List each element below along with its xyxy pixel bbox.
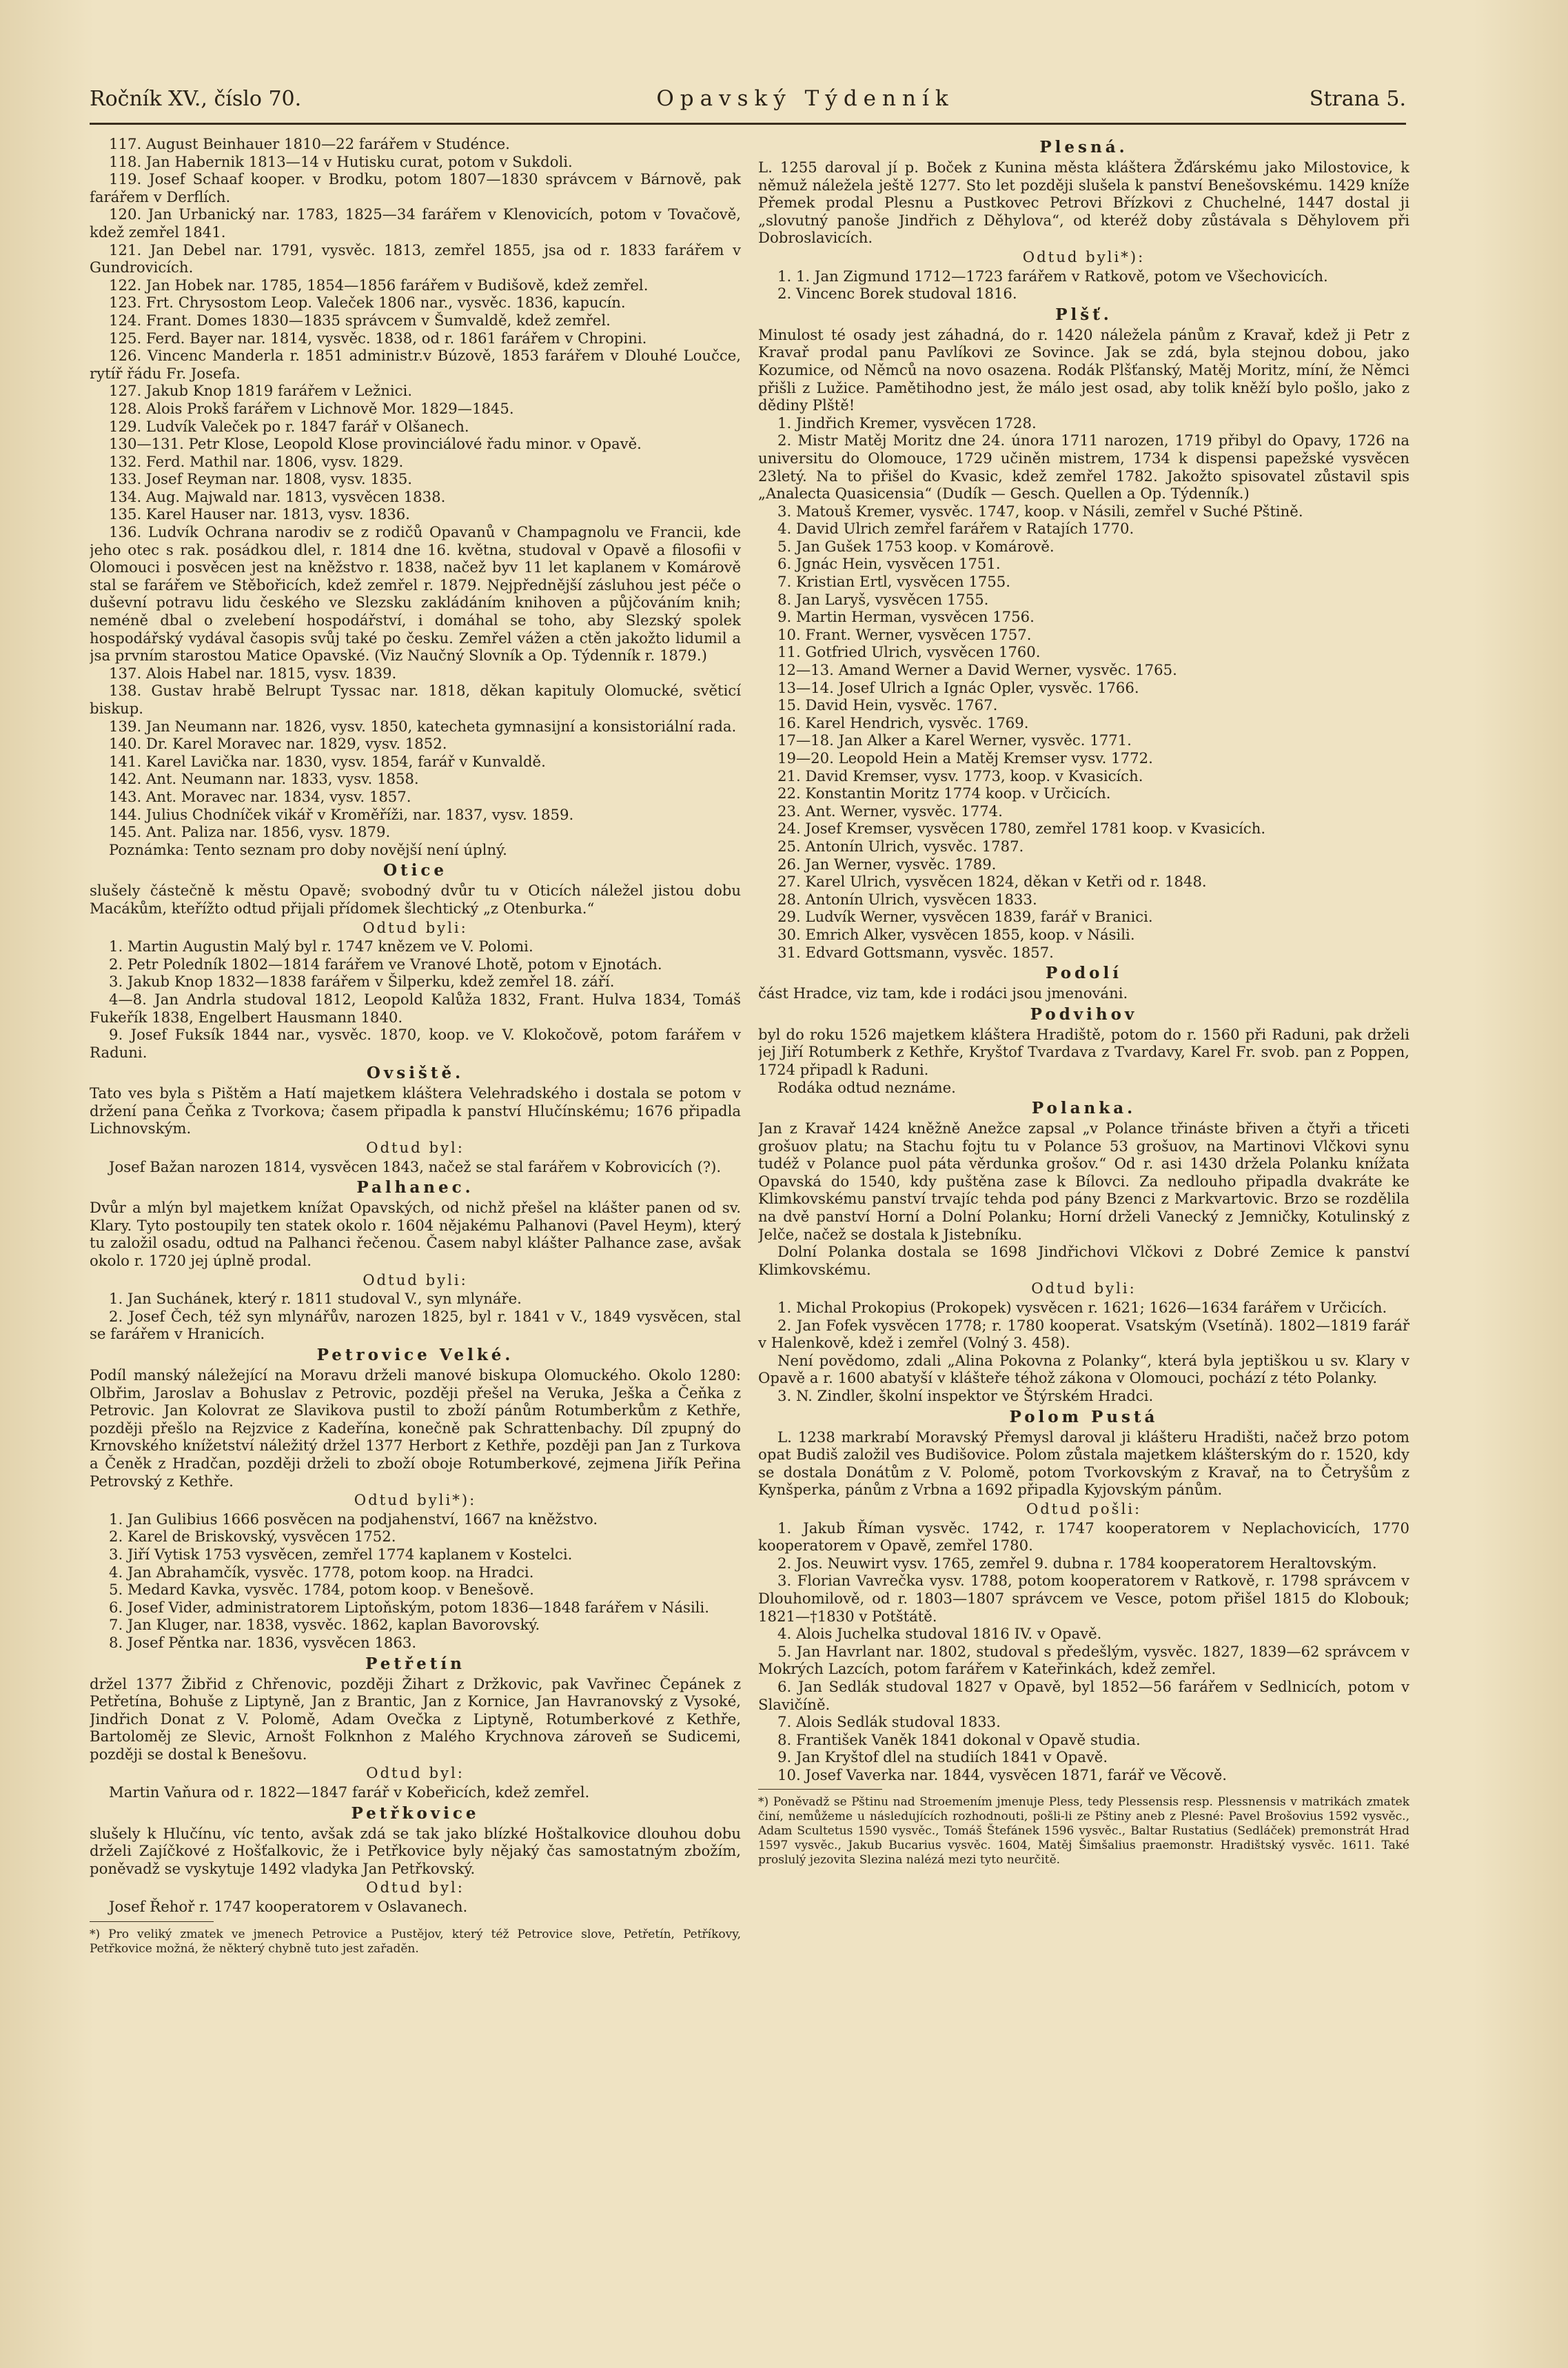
paragraph: Dvůr a mlýn byl majetkem knížat Opavských, od nichž přešel na klášter panen od sv. Klary. Tyto postoupily ten statek okolo r. 1604 nějakému Palhanovi (Pavel Heym), který tu založil osadu, odtud na Palhanci řečenou. Časem nabyl klášter Palhance zase, avšak okolo r. 1720 jej úplně prodal. [90, 1199, 741, 1270]
paragraph: Podíl manský náležející na Moravu drželi manové biskupa Olomuckého. Okolo 1280: Olbřim, Jaroslav a Bohuslav z Petrovic, později přešel na Veruka, Ješka a Čeňka z Petrovic. Jan Kolovrat ze Slavikova pustil to zboží pánům Rotumberkům z Kethře, později přešlo na Rejzvice z Kadeřína, konečně pak Schrattenbachy. Díl zpupný do Krnovského knížetství náležitý držel 1377 Herbort z Kethře, později pan Jan z Turkova a Čeněk z Hradčan, později drželi to zboží oboje Rotumberkové, zejmena Jiřík Peřina Petrovský z Kethře. [90, 1366, 741, 1490]
paragraph: slušely k Hlučínu, víc tento, avšak zdá se tak jako blízké Hoštalkovice dlouhou dobu drželi Zajíčkové z Hošťalkovic, že i Petřkovice byly nějaký čas samostatným zbožím, poněvadž se vyskytuje 1492 vladyka Jan Petřkovský. [90, 1824, 741, 1877]
list-entry: Josef Bažan narozen 1814, vysvěcen 1843, načež se stal farářem v Kobrovicích (?). [109, 1157, 722, 1175]
list-entry: 140. Dr. Karel Moravec nar. 1829, vysv. 1852. [109, 735, 447, 753]
footnote-rule [758, 1789, 882, 1790]
list-entry: 28. Antonín Ulrich, vysvěcen 1833. [777, 890, 1037, 908]
list-entry: 7. Jan Kluger, nar. 1838, vysvěc. 1862, kaplan Bavorovský. [109, 1616, 540, 1634]
paragraph: L. 1255 daroval jí p. Boček z Kunina města kláštera Žďárskému jako Milostovice, k němuž náležela ještě 1277. Sto let později slušela k panství Benešovskému. 1429 kníže Přemek prodal Plesnu a Pustkovec Petrovi Břízkovi z Chuchelné, 1447 dostal ji „slovutný panoše Jindřich z Děhylova“, od kteréž doby zůstávala s Děhylovem při Dobroslavicích. [758, 159, 1409, 247]
list-entry: 144. Julius Chodníček vikář v Kroměříži, nar. 1837, vysv. 1859. [109, 805, 574, 823]
page-header [90, 86, 1406, 134]
section-heading: Otice [383, 861, 448, 880]
paragraph: byl do roku 1526 majetkem kláštera Hradiště, potom do r. 1560 při Raduni, pak drželi jej Jiří Rotumberk z Kethře, Kryštof Tvardava z Tvardavy, Karel Fr. svob. pan z Poppen, 1724 připadl k Raduni. [758, 1025, 1409, 1078]
paragraph: část Hradce, viz tam, kde i rodáci jsou jmenováni. [758, 984, 1128, 1002]
list-entry: 4. Alois Juchelka studoval 1816 IV. v Opavě. [777, 1625, 1102, 1643]
paragraph: slušely částečně k městu Opavě; svobodný dvůr tu v Oticích náležel jistou dobu Macákům, kteřížto odtud přijali přídomek šlechtický „z Otenburka.“ [90, 882, 741, 917]
section-heading: Polanka. [1031, 1099, 1137, 1118]
list-entry: 145. Ant. Paliza nar. 1856, vysv. 1879. [109, 823, 391, 841]
list-entry: 3. N. Zindler, školní inspektor ve Štýrském Hradci. [777, 1387, 1154, 1404]
section-heading: Petřkovice [351, 1803, 480, 1823]
subheading: Odtud byl: [366, 1139, 465, 1157]
list-entry: 15. David Hein, vysvěc. 1767. [777, 696, 998, 714]
list-entry: 1. Jindřich Kremer, vysvěcen 1728. [777, 414, 1037, 432]
section-heading: Plšť. [1055, 305, 1112, 324]
list-entry: 7. Alois Sedlák studoval 1833. [777, 1713, 1001, 1731]
list-entry: 1. Michal Prokopius (Prokopek) vysvěcen r. 1621; 1626—1634 farářem v Určicích. [777, 1299, 1387, 1317]
list-entry: 2. Jos. Neuwirt vysv. 1765, zemřel 9. dubna r. 1784 kooperatorem Heraltovským. [777, 1554, 1377, 1572]
footnote-rule [90, 1921, 214, 1922]
list-entry: 5. Jan Gušek 1753 koop. v Komárově. [777, 537, 1055, 555]
list-entry: 11. Gotfried Ulrich, vysvěcen 1760. [777, 643, 1041, 661]
list-entry: 10. Frant. Werner, vysvěcen 1757. [777, 625, 1032, 643]
list-entry: 3. Matouš Kremer, vysvěc. 1747, koop. v Násili, zemřel v Suché Pštině. [777, 502, 1303, 520]
list-entry: 7. Kristian Ertl, vysvěcen 1755. [777, 573, 1010, 591]
list-entry: L. 1238 markrabí Moravský Přemysl daroval ji klášteru Hradišti, načež brzo potom opat Budiš založil ves Budišovice. Polom zůstala majetkem klášterským do r. 1520, kdy se dostala Donátům z V. Polomě, potom Tvorkovským z Kravař, na to Četryšům z Kynšperka, pánům z Vrbna a 1692 připadla Kyjovským pánům. [758, 1428, 1409, 1499]
footnote: *) Poněvadž se Pštinu nad Stroemením jmenuje Pless, tedy Plessensis resp. Plessnensis v matrikách zmatek činí, nemůžeme u následujících rozhodnouti, pošli-li ze Pštiny aneb z Plesné: Pavel Brošovius 1592 vysvěc., Adam Scultetus 1590 vysvěc., Tomáš Štefánek 1596 vysvěc., Baltar Rustatius (Sedláček) premonstrát Hrad 1597 vysvěc., Jakub Bucarius vysvěc. 1604, Matěj Šimšalius praemonstr. Hradištský vysvěc. 1611. Také proslulý jezovita Slezina nalézá mezi tyto neurčitě. [758, 1795, 1409, 1868]
list-entry: 2. Karel de Briskovský, vysvěcen 1752. [109, 1528, 396, 1546]
list-entry: 139. Jan Neumann nar. 1826, vysv. 1850, katecheta gymnasijní a konsistoriální rada. [109, 717, 737, 735]
list-entry: Dolní Polanka dostala se 1698 Jindřichovi Vlčkovi z Dobré Zemice k panství Klimkovskému. [758, 1243, 1409, 1278]
list-entry: 132. Ferd. Mathil nar. 1806, vysv. 1829. [109, 452, 404, 470]
list-entry: Martin Vaňura od r. 1822—1847 farář v Kobeřicích, kdež zemřel. [109, 1783, 590, 1801]
list-entry: 2. Mistr Matěj Moritz dne 24. února 1711 narozen, 1719 přibyl do Opavy, 1726 na universitu do Olomouce, 1729 učiněn mistrem, 1734 k dispensi papežské vysvěcen 23letý. Na to přišel do Kvasic, kdež zemřel 1782. Jakožto spisovatel zůstavil spis „Analecta Quasicensia“ (Dudík — Gesch. Quellen a Op. Týdenník.) [758, 432, 1409, 503]
list-entry: 8. František Vaněk 1841 dokonal v Opavě studia. [777, 1730, 1141, 1748]
list-entry: Není povědomo, zdali „Alina Pokovna z Polanky“, která byla jeptiškou u sv. Klary v Opavě a r. 1600 abatyší v klášteře téhož zákona v Olomouci, pochází z této Polanky. [758, 1351, 1409, 1387]
list-entry: 120. Jan Urbanický nar. 1783, 1825—34 farářem v Klenovicích, potom v Tovačově, kdež zemřel 1841. [90, 205, 741, 241]
subheading: Odtud byl: [366, 1764, 465, 1782]
list-entry: 138. Gustav hrabě Belrupt Tyssac nar. 1818, děkan kapituly Olomucké, světicí biskup. [90, 682, 741, 717]
list-entry: 137. Alois Habel nar. 1815, vysv. 1839. [109, 664, 397, 682]
list-entry: 13—14. Josef Ulrich a Ignác Opler, vysvěc. 1766. [777, 678, 1139, 696]
list-entry: 23. Ant. Werner, vysvěc. 1774. [777, 802, 1003, 820]
section-heading: Plesná. [1039, 138, 1128, 156]
list-entry: 21. David Kremser, vysv. 1773, koop. v Kvasicích. [777, 767, 1143, 785]
section-heading: Podvihov [1030, 1004, 1138, 1024]
left-column [90, 135, 741, 2327]
list-entry: 142. Ant. Neumann nar. 1833, vysv. 1858. [109, 770, 419, 788]
list-entry: 117. August Beinhauer 1810—22 farářem v Studénce. [109, 135, 510, 152]
list-entry: 30. Emrich Alker, vysvěcen 1855, koop. v Násili. [777, 925, 1135, 943]
list-entry: 6. Jan Sedlák studoval 1827 v Opavě, byl 1852—56 farářem v Sedlnicích, potom v Slavičíně. [758, 1677, 1409, 1713]
list-entry: 128. Alois Prokš farářem v Lichnově Mor. 1829—1845. [109, 399, 514, 417]
right-column [758, 135, 1409, 2327]
list-entry: 1. 1. Jan Zigmund 1712—1723 farářem v Ratkově, potom ve Všechovicích. [777, 267, 1328, 285]
paragraph: Jan z Kravař 1424 kněžně Anežce zapsal „v Polance třináste břiven a čtyři a třiceti grošuov platu; na Stachu fojtu tu v Polance 53 grošuov, na Martinovi Vlčkovi synu tudéž v Polance puol páta věrdunka grošov.“ Od r. asi 1430 držela Polanku knížata Opavská do 1540, kdy puštěna zase k Bílovci. Za nedlouho připadla dvakráte ke Klimkovskému panství trvajíc tehda pod pány Bzenci z Markvartovic. Brzo se rozdělila na dvě panství Horní a Dolní Polanku; Horní drželi Vanecký z Jemničky, Kotulinský z Jelče, načež se dostala k Jistebníku. [758, 1120, 1409, 1243]
list-entry: 4—8. Jan Andrla studoval 1812, Leopold Kalůža 1832, Frant. Hulva 1834, Tomáš Fukeřík 1838, Engelbert Hausmann 1840. [90, 990, 741, 1026]
list-entry: 4. David Ulrich zemřel farářem v Ratajích 1770. [777, 520, 1134, 538]
list-entry: 136. Ludvík Ochrana narodiv se z rodičů Opavanů v Champagnolu ve Francii, kde jeho otec s rak. posádkou dlel, r. 1814 dne 16. května, studoval v Opavě a filosofii v Olomouci i posvěcen jest na kněžstvo r. 1838, načež byv 11 let kaplanem v Komárově stal se farářem ve Stěbořicích, kdež zemřel r. 1879. Nejpřednější zásluhou jest péče o duševní potravu lidu českého ve Slezsku zakládáním knihoven a půjčováním knih; neméně dbal o zvelebení hospodářství, i domáhal se toho, aby Slezský spolek hospodářský vydával časopis svůj také po česku. Zemřel vážen a ctěn jakožto lidumil a jsa prvním starostou Matice Opavské. (Viz Naučný Slovník a Op. Týdenník r. 1879.) [90, 523, 741, 665]
list-entry: 1. Jakub Říman vysvěc. 1742, r. 1747 kooperatorem v Neplachovicích, 1770 kooperatorem v Opavě, zemřel 1780. [758, 1519, 1409, 1555]
list-entry: Rodáka odtud neznáme. [777, 1078, 956, 1096]
subheading: Odtud pošli: [1026, 1499, 1142, 1517]
list-entry: 2. Petr Poledník 1802—1814 farářem ve Vranové Lhotě, potom v Ejnotách. [109, 955, 662, 973]
list-entry: 16. Karel Hendrich, vysvěc. 1769. [777, 714, 1029, 731]
list-entry: 26. Jan Werner, vysvěc. 1789. [777, 855, 997, 873]
list-entry: 1. Martin Augustin Malý byl r. 1747 knězem ve V. Polomi. [109, 938, 533, 955]
list-entry: 119. Josef Schaaf kooper. v Brodku, potom 1807—1830 správcem v Bárnově, pak farářem v Derflích. [90, 170, 741, 205]
list-entry: 141. Karel Lavička nar. 1830, vysv. 1854, farář v Kunvaldě. [109, 752, 546, 770]
list-entry: 5. Jan Havrlant nar. 1802, studoval s předešlým, vysvěc. 1827, 1839—62 správcem v Mokrých Lazcích, potom farářem v Kateřinkách, kdež zemřel. [758, 1642, 1409, 1678]
list-entry: 118. Jan Habernik 1813—14 v Hutisku curat, potom v Sukdoli. [109, 152, 573, 170]
list-entry: 1. Jan Gulibius 1666 posvěcen na podjahenství, 1667 na kněžstvo. [109, 1510, 598, 1528]
masthead-title: Opavský Týdenník [656, 86, 955, 111]
list-entry: 1. Jan Suchánek, který r. 1811 studoval V., syn mlynáře. [109, 1290, 522, 1308]
list-entry: 22. Konstantin Moritz 1774 koop. v Určicích. [777, 785, 1111, 802]
list-entry: 135. Karel Hauser nar. 1813, vysv. 1836. [109, 505, 410, 523]
section-heading: Podolí [1046, 964, 1122, 983]
list-entry: 124. Frant. Domes 1830—1835 správcem v Šumvaldě, kdež zemřel. [109, 311, 611, 329]
list-entry: 127. Jakub Knop 1819 farářem v Ležnici. [109, 382, 413, 400]
subheading: Odtud byli*): [354, 1491, 477, 1509]
issue-label: Ročník XV., číslo 70. [90, 87, 302, 111]
list-entry: 8. Josef Pěntka nar. 1836, vysvěcen 1863. [109, 1633, 417, 1651]
list-entry: 121. Jan Debel nar. 1791, vysvěc. 1813, zemřel 1855, jsa od r. 1833 farářem v Gundrovicích. [90, 241, 741, 276]
list-entry: 29. Ludvík Werner, vysvěcen 1839, farář v Branici. [777, 908, 1153, 926]
list-entry: 3. Jakub Knop 1832—1838 farářem v Šilperku, kdež zemřel 18. září. [109, 973, 615, 991]
list-entry: Josef Řehoř r. 1747 kooperatorem v Oslavanech. [109, 1898, 468, 1916]
list-entry: 2. Josef Čech, též syn mlynářův, narozen 1825, byl r. 1841 v V., 1849 vysvěcen, stal se farářem v Hranicích. [90, 1307, 741, 1343]
list-entry: 4. Jan Abrahamčík, vysvěc. 1778, potom koop. na Hradci. [109, 1563, 534, 1581]
list-entry: 5. Medard Kavka, vysvěc. 1784, potom koop. v Benešově. [109, 1581, 534, 1599]
paragraph: Tato ves byla s Pištěm a Hatí majetkem kláštera Velehradského i dostala se potom v držení pana Čeňka z Tvorkova; časem připadla k panství Hlučínskému; 1676 připadla Lichnovským. [90, 1084, 741, 1137]
list-entry: 134. Aug. Majwald nar. 1813, vysvěcen 1838. [109, 487, 446, 505]
list-entry: 9. Jan Kryštof dlel na studiích 1841 v Opavě. [777, 1748, 1108, 1766]
list-entry: 10. Josef Vaverka nar. 1844, vysvěcen 1871, farář ve Věcově. [777, 1765, 1228, 1783]
list-entry: 125. Ferd. Bayer nar. 1814, vysvěc. 1838, od r. 1861 farářem v Chropini. [109, 329, 647, 347]
list-entry: 17—18. Jan Alker a Karel Werner, vysvěc. 1771. [777, 731, 1132, 749]
list-entry: 122. Jan Hobek nar. 1785, 1854—1856 farářem v Budišově, kdež zemřel. [109, 276, 649, 294]
list-entry: 9. Josef Fuksík 1844 nar., vysvěc. 1870, koop. ve V. Klokočově, potom farářem v Raduni. [90, 1026, 741, 1061]
list-entry: 123. Frt. Chrysostom Leop. Valeček 1806 nar., vysvěc. 1836, kapucín. [109, 294, 626, 312]
section-heading: Petrovice Velké. [316, 1346, 514, 1364]
subheading: Odtud byli: [363, 1271, 468, 1288]
list-entry: 130—131. Petr Klose, Leopold Klose provinciálové řadu minor. v Opavě. [109, 435, 642, 453]
list-entry: 133. Josef Reyman nar. 1808, vysv. 1835. [109, 470, 413, 488]
section-heading: Ovsiště. [366, 1064, 465, 1083]
list-entry: 2. Jan Fofek vysvěcen 1778; r. 1780 kooperat. Vsatským (Vsetínǎ). 1802—1819 farář v Halenkově, kdež i zemřel (Volný 3. 458). [758, 1316, 1409, 1352]
list-entry: 2. Vincenc Borek studoval 1816. [777, 285, 1017, 303]
list-entry: 129. Ludvík Valeček po r. 1847 farář v Olšanech. [109, 417, 469, 435]
list-entry: 9. Martin Herman, vysvěcen 1756. [777, 608, 1035, 626]
list-entry: 19—20. Leopold Hein a Matěj Kremser vysv. 1772. [777, 749, 1153, 767]
list-entry: Poznámka: Tento seznam pro doby novější není úplný. [109, 840, 507, 858]
section-heading: Petřetín [365, 1654, 465, 1673]
list-entry: 31. Edvard Gottsmann, vysvěc. 1857. [777, 943, 1054, 961]
subheading: Odtud byli: [363, 918, 468, 936]
list-entry: 126. Vincenc Manderla r. 1851 administr.v Búzově, 1853 farářem v Dlouhé Loučce, rytíř řádu Fr. Josefa. [90, 347, 741, 382]
paragraph: Minulost té osady jest záhadná, do r. 1420 náležela pánům z Kravař, kdež ji Petr z Kravař prodal panu Pavlíkovi ze Sovince. Jak se zdá, byla stejnou dobou, jako Kozumice, od Němců na novo osazena. Rodák Plšťanský, Matěj Moritz, míní, že Němci přišli z Lužice. Pamětihodno jest, že málo jest osad, aby tolik kněží bylo pošlo, jako z dědiny Plště! [758, 325, 1409, 414]
list-entry: 27. Karel Ulrich, vysvěcen 1824, děkan v Ketři od r. 1848. [777, 873, 1207, 891]
list-entry: 24. Josef Kremser, vysvěcen 1780, zemřel 1781 koop. v Kvasicích. [777, 820, 1266, 838]
section-heading: Polom Pustá [1009, 1407, 1159, 1426]
page-number: Strana 5. [1309, 87, 1406, 111]
list-entry: 8. Jan Laryš, vysvěcen 1755. [777, 590, 989, 608]
header-rule [90, 123, 1406, 125]
list-entry: 3. Jiří Vytisk 1753 vysvěcen, zemřel 1774 kaplanem v Kostelci. [109, 1545, 573, 1563]
subheading: Odtud byli: [1031, 1279, 1137, 1297]
list-entry: 3. Florian Vavrečka vysv. 1788, potom kooperatorem v Ratkově, r. 1798 správcem v Dlouhomilově, od r. 1803—1807 správcem ve Vesce, potom přišel 1815 do Klobouk; 1821—†1830 v Potštátě. [758, 1572, 1409, 1625]
subheading: Odtud byli*): [1022, 247, 1146, 265]
subheading: Odtud byl: [366, 1879, 465, 1896]
paragraph: držel 1377 Žibřid z Chřenovic, později Žihart z Držkovic, pak Vavřinec Čepánek z Petřetína, Bohuše z Liptyně, Jan z Brantic, Jan z Kornice, Jan Havranovský z Vysoké, Jindřich Donat z V. Polomě, Adam Ovečka z Liptyně, Rotumberkové z Kethře, Bartoloměj ze Slevic, Arnošt Folknhon z Malého Krychnova zároveň se Sudicemi, později se dostal k Benešovu. [90, 1674, 741, 1763]
section-heading: Palhanec. [356, 1178, 474, 1197]
footnote: *) Pro veliký zmatek ve jmenech Petrovice a Pustějov, který též Petrovice slove, Petřetín, Petříkovy, Petřkovice možná, že některý chybně tuto jest zařaděn. [90, 1927, 741, 1956]
list-entry: 12—13. Amand Werner a David Werner, vysvěc. 1765. [777, 661, 1177, 679]
list-entry: 6. Josef Vider, administratorem Liptoňským, potom 1836—1848 farářem v Násili. [109, 1598, 709, 1616]
list-entry: 6. Jgnác Hein, vysvěcen 1751. [777, 555, 1001, 573]
list-entry: 25. Antonín Ulrich, vysvěc. 1787. [777, 837, 1024, 855]
list-entry: 143. Ant. Moravec nar. 1834, vysv. 1857. [109, 787, 411, 805]
